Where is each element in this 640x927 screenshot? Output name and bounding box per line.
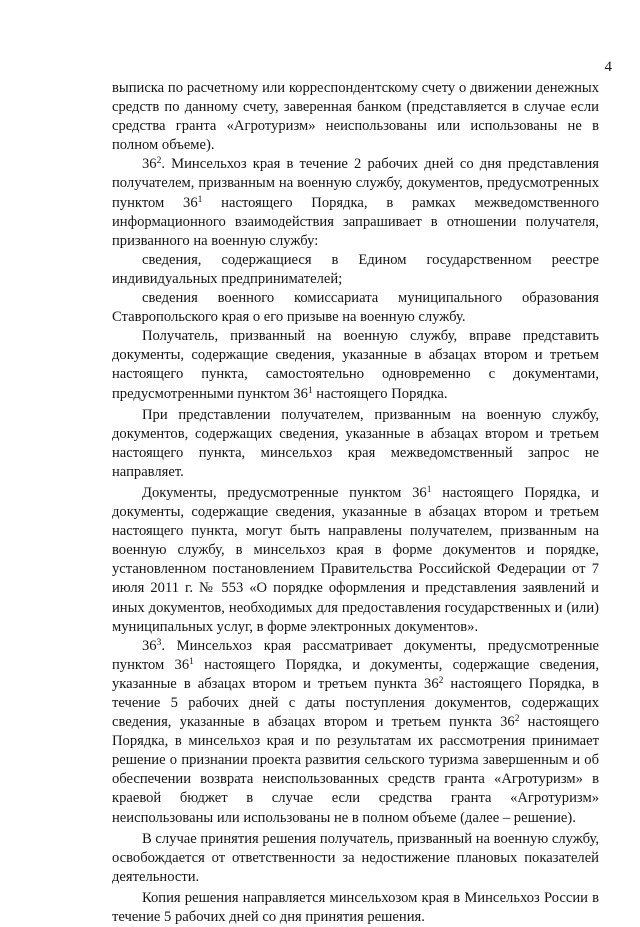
paragraph-electronic-docs: Документы, предусмотренные пунктом $36^1$ настоящего Порядка, и документы, содержащие сведения, указанные в абзацах втором и третьем настоящего пункта, могут быть направлены получателем, призванным на военную службу, в минсельхоз края в форме документов и порядке, установленном постановлением Правительства Российской Федерации от 7 июля 2011 г. № 553 «О порядке оформления и представления заявлений и иных документов, необходимых для предоставления государственных и (или) муниципальных услуг, в форме электронных документов». <box>112 484 599 635</box>
page-number: 4 <box>604 59 612 75</box>
paragraph-36-3: $36^3$. Минсельхоз края рассматривает документы, предусмотренные пунктом $36^1$ настоящего Порядка, и документы, содержащие сведения, указанные в абзацах втором и третьем пункта $36^2$ настоящего Порядка, в течение 5 рабочих дней с даты поступления документов, содержащих сведения, указанные в абзацах втором и третьем пункта $36^2$ настоящего Порядка, в минсельхоз края и по результатам их рассмотрения принимает решение о признании проекта развития сельского туризма завершенным и об обеспечении возврата неиспользованных средств гранта «Агротуризм» в краевой бюджет в случае если средства гранта «Агротуризм» неиспользованы или использованы не в полном объеме (далее – решение). <box>112 637 600 826</box>
paragraph-recipient-right: Получатель, призванный на военную службу, вправе представить документы, содержащие сведения, указанные в абзацах втором и третьем настоящего пункта, самостоятельно одновременно с документами, предусмотренными пунктом $36^1$ настоящего Порядка. <box>112 328 599 402</box>
paragraph-registry-info: сведения, содержащиеся в Едином государственном реестре индивидуальных предпринимателей; <box>112 251 599 287</box>
document-body <box>112 79 599 927</box>
paragraph-copy-sent: Копия решения направляется минсельхозом края в Минсельхоз России в течение 5 рабочих дней со дня принятия решения. <box>112 889 599 926</box>
paragraph-36-2: $36^2$. Минсельхоз края в течение 2 рабочих дней со дня представления получателем, призванным на военную службу, документов, предусмотренных пунктом $36^1$ настоящего Порядка, в рамках межведомственного информационного взаимодействия запрашивает в отношении получателя, призванного на военную службу: <box>112 156 599 249</box>
paragraph-no-request: При представлении получателем, призванным на военную службу, документов, содержащих сведения, указанные в абзацах втором и третьем настоящего пункта, минсельхоз края межведомственный запрос не направляет. <box>112 406 599 480</box>
paragraph-military-info: сведения военного комиссариата муниципального образования Ставропольского края о его призыве на военную службу. <box>112 290 599 326</box>
paragraph-exemption: В случае принятия решения получатель, призванный на военную службу, освобождается от ответственности за недостижение плановых показателей деятельности. <box>112 830 599 885</box>
paragraph-bank-statement: выписка по расчетному или корреспондентскому счету о движении денежных средств по данному счету, заверенная банком (представляется в случае если средства гранта «Агротуризм» неиспользованы или использованы не в полном объеме). <box>112 80 599 154</box>
